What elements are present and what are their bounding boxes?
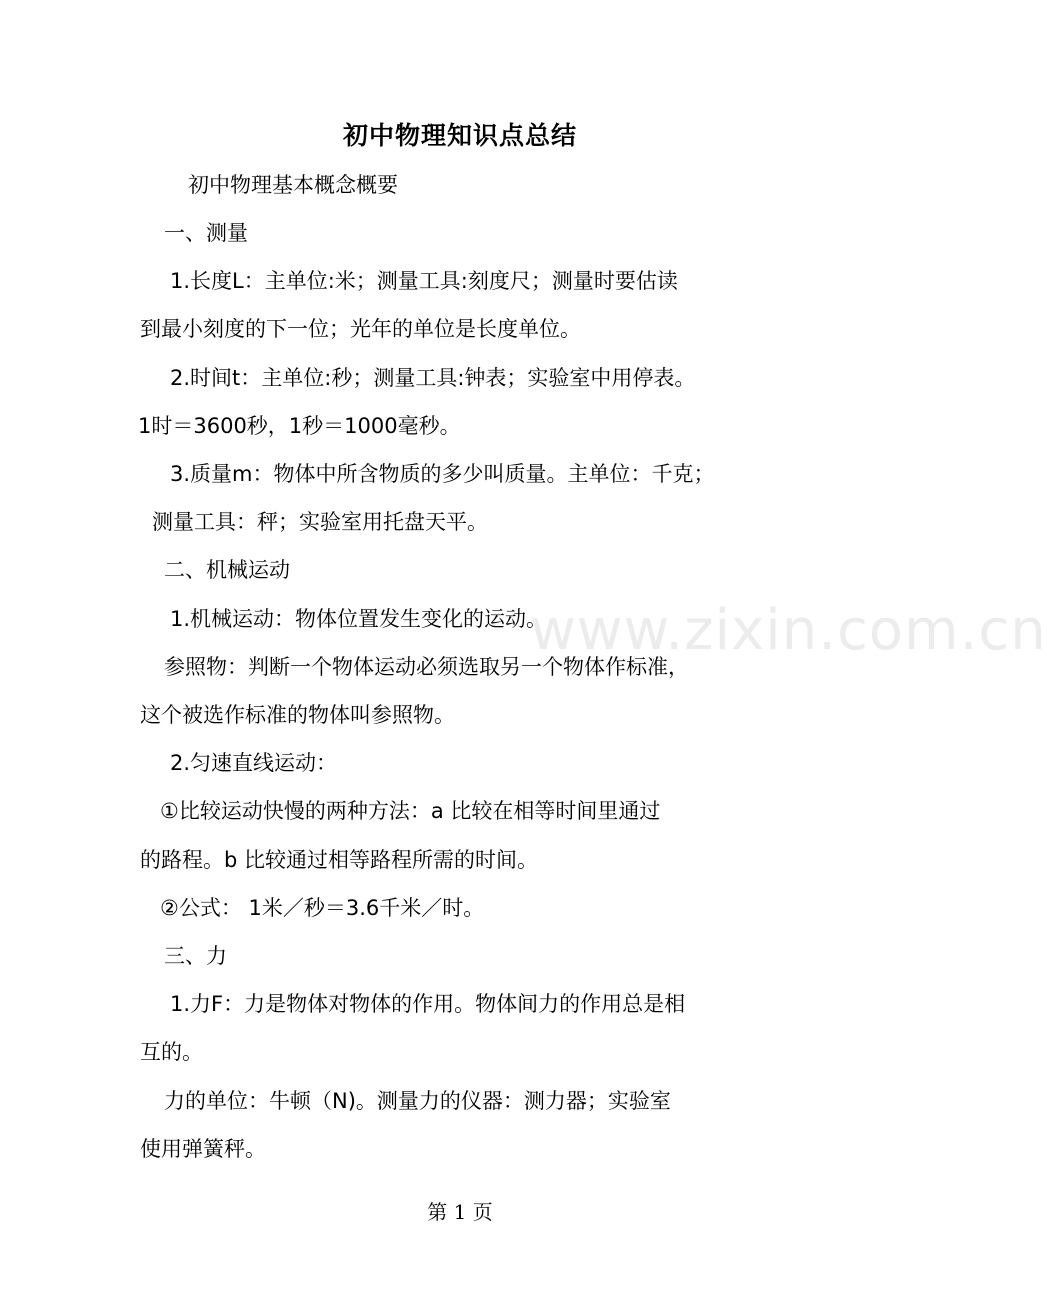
document-title: 初中物理知识点总结 — [342, 121, 577, 150]
section-heading-measurement: 一、测量 — [164, 221, 248, 245]
text-line: 互的。 — [140, 1040, 203, 1064]
section-heading-mechanical-motion: 二、机械运动 — [164, 558, 290, 582]
text-line: 力的单位：牛顿（N)。测量力的仪器：测力器；实验室 — [164, 1089, 671, 1113]
page-footer: 第 1 页 — [427, 1200, 493, 1224]
watermark: www.zixin.com.cn — [530, 598, 1047, 663]
text-line: 2.时间t：主单位:秒；测量工具:钟表；实验室中用停表。 — [170, 366, 696, 390]
text-line: 这个被选作标准的物体叫参照物。 — [140, 703, 455, 727]
text-line: 1.长度L：主单位:米；测量工具:刻度尺；测量时要估读 — [170, 269, 678, 293]
text-line: 参照物：判断一个物体运动必须选取另一个物体作标准， — [164, 655, 689, 679]
text-line: 测量工具：秤；实验室用托盘天平。 — [152, 510, 488, 534]
text-line: ①比较运动快慢的两种方法：a 比较在相等时间里通过 — [160, 799, 661, 823]
text-line: 到最小刻度的下一位；光年的单位是长度单位。 — [140, 317, 581, 341]
text-line: 的路程。b 比较通过相等路程所需的时间。 — [140, 848, 539, 872]
text-line: 1.力F：力是物体对物体的作用。物体间力的作用总是相 — [170, 992, 686, 1016]
text-line: 1时＝3600秒，1秒＝1000毫秒。 — [138, 414, 461, 438]
section-heading-force: 三、力 — [164, 944, 227, 968]
subtitle-line: 初中物理基本概念概要 — [188, 173, 398, 197]
text-line: 3.质量m：物体中所含物质的多少叫质量。主单位：千克； — [170, 462, 715, 486]
text-line: 使用弹簧秤。 — [140, 1137, 266, 1161]
text-line: 2.匀速直线运动： — [170, 751, 338, 775]
formula-line: ②公式： 1米／秒＝3.6千米／时。 — [160, 896, 485, 920]
text-line: 1.机械运动：物体位置发生变化的运动。 — [170, 607, 548, 631]
